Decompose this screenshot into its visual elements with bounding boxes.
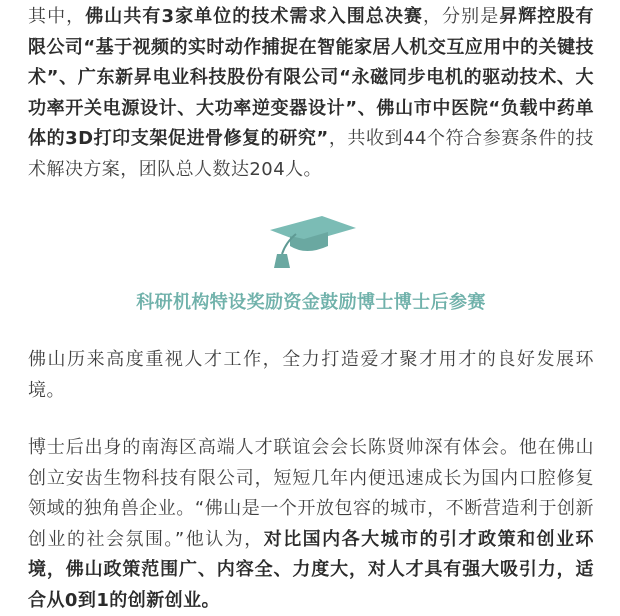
para1-bold-2: 昇辉控股有限公司“基于视频的实时动作捕捉在智能家居人机交互应用中的关键技术”、广东新昇电业科技股份有限公司“永磁同步电机的驱动技术、大功率开关电源设计、大功率逆变器设计”、佛山市中医院“负载中药单体的3D打印支架促进骨修复的研究” bbox=[28, 6, 595, 149]
paragraph-talent-work: 佛山历来高度重视人才工作，全力打造爱才聚才用才的良好发展环境。 bbox=[28, 349, 594, 401]
graduation-cap-icon bbox=[266, 212, 358, 274]
para1-text-3: ，共收到44个符合参赛条件的技术解决方案，团队总人数达204人。 bbox=[28, 128, 594, 180]
section-divider bbox=[28, 212, 594, 274]
tassel bbox=[274, 254, 290, 268]
para1-bold-1: 佛山共有3家单位的技术需求入围总决赛 bbox=[85, 6, 423, 27]
para1-text-1: 其中， bbox=[28, 6, 86, 27]
para1-text-2: ，分别是 bbox=[423, 6, 500, 27]
section-heading: 科研机构特设奖励资金鼓励博士博士后参赛 bbox=[136, 292, 486, 313]
paragraph-chen-xianshuai bbox=[28, 433, 594, 616]
para3-bold-1: 对比国内各大城市的引才政策和创业环境，佛山政策范围广、内容全、力度大，对人才具有强大吸引力，适合从0到1的创新创业。 bbox=[28, 528, 594, 611]
para3-text-1: 博士后出身的南海区高端人才联谊会会长陈贤帅深有体会。他在佛山创立安齿生物科技有限公司，短短几年内便迅速成长为国内口腔修复领域的独角兽企业。“佛山是一个开放包容的城市，不断营造利于创新创业的社会氛围。”他认为， bbox=[28, 437, 594, 550]
paragraph-finalists bbox=[28, 2, 594, 185]
